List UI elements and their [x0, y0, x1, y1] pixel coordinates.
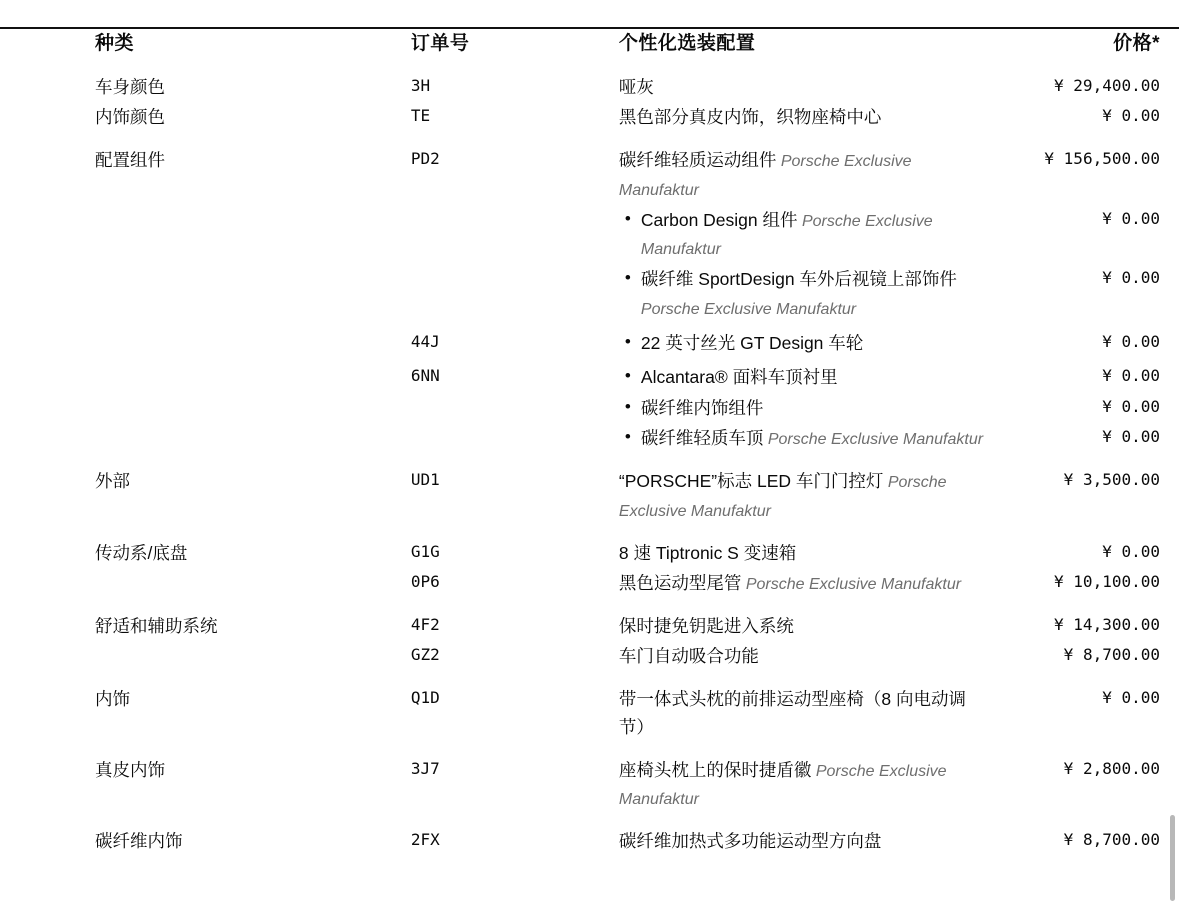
- cell-order-no: 44J: [410, 332, 440, 352]
- cell-description: [619, 642, 998, 672]
- table-row: [95, 73, 1160, 103]
- description-text: 碳纤维轻质运动组件: [618, 149, 777, 170]
- cell-description: [619, 265, 998, 325]
- cell-category: 碳纤维内饰: [95, 831, 183, 852]
- description-text: 座椅头枕上的保时捷盾徽: [618, 759, 812, 780]
- cell-order-no: 2FX: [410, 830, 440, 850]
- table-row: [95, 325, 1160, 359]
- description-text: 黑色运动型尾管: [618, 573, 742, 594]
- cell-description: [619, 206, 998, 266]
- cell-description: [619, 527, 998, 569]
- cell-price: ¥ 0.00: [1102, 427, 1160, 447]
- table-row: [95, 673, 1160, 744]
- cell-order-no: 4F2: [410, 615, 440, 635]
- cell-price: ¥ 0.00: [1102, 332, 1160, 352]
- cell-category: [95, 206, 411, 266]
- table-body: [95, 73, 1160, 858]
- cell-category: 配置组件: [95, 149, 165, 170]
- cell-description: [619, 744, 998, 816]
- cell-order-no: PD2: [410, 148, 440, 168]
- cell-order-no: 3J7: [410, 758, 440, 778]
- cell-price: ¥ 0.00: [1102, 541, 1160, 561]
- cell-order-no: [411, 265, 619, 325]
- cell-category: 内饰: [95, 688, 130, 709]
- description-text: 22 英寸丝光 GT Design 车轮: [640, 333, 864, 354]
- cell-category: [95, 424, 411, 455]
- description-text: 带一体式头枕的前排运动型座椅（8 向电动调节）: [618, 688, 966, 738]
- description-text: 碳纤维内饰组件: [640, 397, 764, 418]
- cell-price: ¥ 0.00: [1102, 106, 1160, 126]
- header-order-no: 订单号: [410, 33, 470, 54]
- description-text: 碳纤维 SportDesign 车外后视镜上部饰件: [640, 269, 957, 290]
- cell-category: 真皮内饰: [95, 759, 165, 780]
- table-row: [95, 600, 1160, 642]
- cell-description: [619, 394, 998, 424]
- manufaktur-note: Porsche Exclusive Manufaktur: [618, 474, 947, 520]
- cell-price: ¥ 0.00: [1102, 396, 1160, 416]
- vertical-scrollbar[interactable]: [1170, 815, 1175, 901]
- table-row: [95, 744, 1160, 816]
- header-category: 种类: [95, 33, 135, 54]
- description-text: 碳纤维加热式多功能运动型方向盘: [618, 831, 882, 852]
- cell-order-no: 0P6: [410, 572, 440, 592]
- cell-description: [619, 569, 998, 600]
- cell-order-no: [411, 394, 619, 424]
- cell-price: ¥ 10,100.00: [1054, 572, 1160, 592]
- cell-description: [619, 103, 998, 133]
- table-row: [95, 265, 1160, 325]
- cell-order-no: G1G: [410, 541, 440, 561]
- description-text: “PORSCHE”标志 LED 车门门控灯: [618, 471, 884, 492]
- cell-order-no: 6NN: [410, 366, 440, 386]
- manufaktur-note: Porsche Exclusive Manufaktur: [640, 212, 933, 259]
- description-text: 哑灰: [618, 77, 654, 97]
- cell-price: ¥ 156,500.00: [1044, 148, 1160, 168]
- header-price: 价格*: [1113, 33, 1160, 54]
- manufaktur-note: Porsche Exclusive Manufaktur: [618, 152, 912, 199]
- cell-price: ¥ 0.00: [1102, 366, 1160, 386]
- cell-order-no: 3H: [410, 76, 431, 95]
- table-row: [95, 103, 1160, 133]
- cell-order-no: UD1: [410, 470, 440, 490]
- cell-category: [95, 569, 411, 600]
- cell-order-no: GZ2: [410, 645, 440, 665]
- cell-order-no: [411, 206, 619, 266]
- cell-description: [619, 600, 998, 642]
- cell-price: ¥ 0.00: [1102, 687, 1160, 707]
- cell-price: ¥ 8,700.00: [1063, 645, 1160, 665]
- cell-category: 外部: [95, 471, 130, 492]
- cell-category: 传动系/底盘: [95, 542, 188, 563]
- cell-description: [619, 455, 998, 527]
- manufaktur-note: Porsche Exclusive Manufaktur: [763, 431, 984, 449]
- cell-price: ¥ 0.00: [1102, 208, 1160, 228]
- manufaktur-note: Porsche Exclusive Manufaktur: [618, 762, 947, 809]
- description-text: Alcantara® 面料车顶衬里: [640, 367, 838, 388]
- cell-price: ¥ 3,500.00: [1063, 470, 1160, 490]
- cell-price: ¥ 29,400.00: [1054, 76, 1160, 95]
- cell-description: [619, 325, 998, 359]
- table-row: [95, 359, 1160, 393]
- cell-price: ¥ 0.00: [1102, 268, 1160, 288]
- table-row: [95, 206, 1160, 266]
- cell-order-no: [411, 424, 619, 455]
- table-row: [95, 394, 1160, 424]
- description-text: 碳纤维轻质车顶: [640, 428, 764, 449]
- header-description: 个性化选装配置: [618, 33, 756, 54]
- manufaktur-note: Porsche Exclusive Manufaktur: [640, 301, 857, 319]
- description-text: Carbon Design 组件: [640, 209, 798, 230]
- cell-category: [95, 359, 411, 393]
- cell-order-no: TE: [410, 106, 431, 126]
- description-text: 黑色部分真皮内饰，织物座椅中心: [618, 107, 882, 128]
- cell-category: 车身颜色: [95, 77, 165, 97]
- cell-category: 内饰颜色: [95, 107, 165, 128]
- manufaktur-note: Porsche Exclusive Manufaktur: [741, 576, 962, 594]
- description-text: 车门自动吸合功能: [618, 646, 759, 667]
- cell-price: ¥ 8,700.00: [1063, 830, 1160, 850]
- cell-description: [619, 673, 998, 744]
- table-row: [95, 527, 1160, 569]
- cell-category: 舒适和辅助系统: [95, 616, 218, 637]
- table-row: [95, 455, 1160, 527]
- cell-category: [95, 325, 411, 359]
- cell-description: [619, 134, 998, 206]
- table-row: [95, 815, 1160, 857]
- top-divider: [0, 27, 1179, 29]
- table-row: [95, 642, 1160, 672]
- description-text: 8 速 Tiptronic S 变速箱: [618, 542, 797, 563]
- options-table: [95, 20, 1160, 858]
- cell-category: [95, 265, 411, 325]
- cell-category: [95, 394, 411, 424]
- table-row: [95, 569, 1160, 600]
- cell-description: [619, 815, 998, 857]
- cell-description: [619, 424, 998, 455]
- table-row: [95, 134, 1160, 206]
- table-row: [95, 424, 1160, 455]
- cell-description: [619, 73, 998, 103]
- cell-price: ¥ 2,800.00: [1063, 758, 1160, 778]
- cell-category: [95, 642, 411, 672]
- cell-order-no: Q1D: [410, 687, 440, 707]
- cell-description: [619, 359, 998, 393]
- cell-price: ¥ 14,300.00: [1054, 615, 1160, 635]
- document-page: [0, 20, 1179, 904]
- description-text: 保时捷免钥匙进入系统: [618, 616, 794, 637]
